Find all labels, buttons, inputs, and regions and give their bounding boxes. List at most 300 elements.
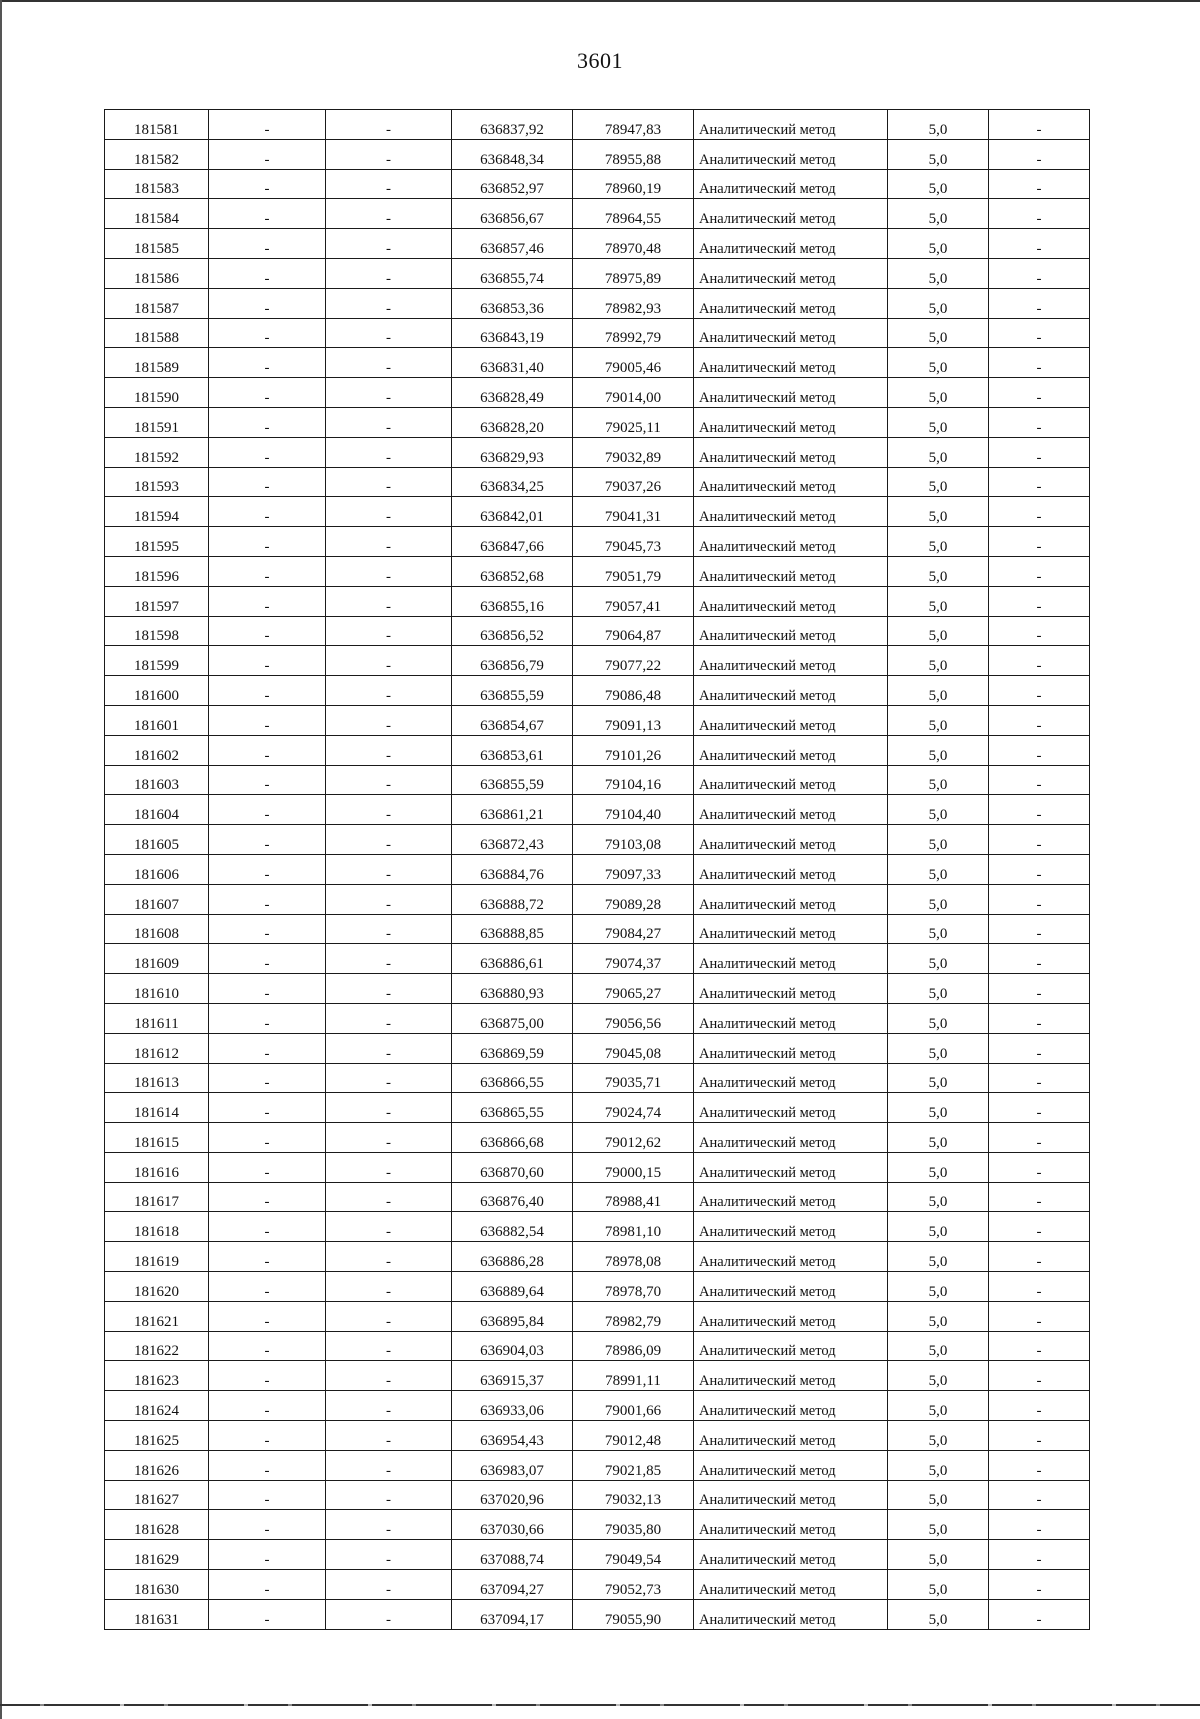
point-number-cell: 181614 bbox=[105, 1093, 209, 1123]
point-number-cell: 181610 bbox=[105, 974, 209, 1004]
empty-cell: - bbox=[326, 1391, 452, 1421]
y-coordinate-cell: 78955,88 bbox=[573, 139, 694, 169]
empty-cell: - bbox=[989, 1540, 1090, 1570]
empty-cell: - bbox=[989, 974, 1090, 1004]
empty-cell: - bbox=[326, 348, 452, 378]
empty-cell: - bbox=[209, 229, 326, 259]
table-row bbox=[105, 705, 1090, 735]
table-row bbox=[105, 1093, 1090, 1123]
y-coordinate-cell: 78982,79 bbox=[573, 1301, 694, 1331]
empty-cell: - bbox=[326, 467, 452, 497]
y-coordinate-cell: 78991,11 bbox=[573, 1361, 694, 1391]
point-number-cell: 181629 bbox=[105, 1540, 209, 1570]
empty-cell: - bbox=[989, 527, 1090, 557]
empty-cell: - bbox=[209, 1063, 326, 1093]
y-coordinate-cell: 79000,15 bbox=[573, 1152, 694, 1182]
empty-cell: - bbox=[989, 139, 1090, 169]
method-cell: Аналитический метод bbox=[694, 1391, 888, 1421]
empty-cell: - bbox=[209, 139, 326, 169]
method-cell: Аналитический метод bbox=[694, 497, 888, 527]
table-row bbox=[105, 1421, 1090, 1451]
x-coordinate-cell: 636888,85 bbox=[452, 914, 573, 944]
point-number-cell: 181607 bbox=[105, 884, 209, 914]
empty-cell: - bbox=[989, 497, 1090, 527]
x-coordinate-cell: 636866,55 bbox=[452, 1063, 573, 1093]
empty-cell: - bbox=[209, 1331, 326, 1361]
table-row bbox=[105, 1063, 1090, 1093]
table-row bbox=[105, 765, 1090, 795]
x-coordinate-cell: 636831,40 bbox=[452, 348, 573, 378]
x-coordinate-cell: 636954,43 bbox=[452, 1421, 573, 1451]
scan-edge-top bbox=[0, 0, 1200, 2]
accuracy-cell: 5,0 bbox=[888, 1510, 989, 1540]
x-coordinate-cell: 636861,21 bbox=[452, 795, 573, 825]
empty-cell: - bbox=[989, 1182, 1090, 1212]
table-row bbox=[105, 944, 1090, 974]
empty-cell: - bbox=[326, 1212, 452, 1242]
accuracy-cell: 5,0 bbox=[888, 437, 989, 467]
empty-cell: - bbox=[989, 1510, 1090, 1540]
accuracy-cell: 5,0 bbox=[888, 1570, 989, 1600]
x-coordinate-cell: 636852,68 bbox=[452, 556, 573, 586]
table-row bbox=[105, 1272, 1090, 1302]
y-coordinate-cell: 79089,28 bbox=[573, 884, 694, 914]
point-number-cell: 181625 bbox=[105, 1421, 209, 1451]
method-cell: Аналитический метод bbox=[694, 944, 888, 974]
method-cell: Аналитический метод bbox=[694, 854, 888, 884]
empty-cell: - bbox=[209, 825, 326, 855]
y-coordinate-cell: 79032,89 bbox=[573, 437, 694, 467]
accuracy-cell: 5,0 bbox=[888, 795, 989, 825]
empty-cell: - bbox=[326, 318, 452, 348]
method-cell: Аналитический метод bbox=[694, 825, 888, 855]
point-number-cell: 181582 bbox=[105, 139, 209, 169]
empty-cell: - bbox=[989, 884, 1090, 914]
accuracy-cell: 5,0 bbox=[888, 378, 989, 408]
y-coordinate-cell: 78978,08 bbox=[573, 1242, 694, 1272]
accuracy-cell: 5,0 bbox=[888, 527, 989, 557]
point-number-cell: 181584 bbox=[105, 199, 209, 229]
empty-cell: - bbox=[209, 735, 326, 765]
x-coordinate-cell: 636843,19 bbox=[452, 318, 573, 348]
empty-cell: - bbox=[989, 676, 1090, 706]
empty-cell: - bbox=[209, 1510, 326, 1540]
accuracy-cell: 5,0 bbox=[888, 735, 989, 765]
x-coordinate-cell: 636837,92 bbox=[452, 110, 573, 140]
method-cell: Аналитический метод bbox=[694, 616, 888, 646]
x-coordinate-cell: 637030,66 bbox=[452, 1510, 573, 1540]
point-number-cell: 181609 bbox=[105, 944, 209, 974]
empty-cell: - bbox=[209, 795, 326, 825]
empty-cell: - bbox=[209, 110, 326, 140]
y-coordinate-cell: 79012,62 bbox=[573, 1123, 694, 1153]
empty-cell: - bbox=[989, 646, 1090, 676]
table-row bbox=[105, 1003, 1090, 1033]
empty-cell: - bbox=[326, 735, 452, 765]
method-cell: Аналитический метод bbox=[694, 586, 888, 616]
empty-cell: - bbox=[326, 944, 452, 974]
point-number-cell: 181591 bbox=[105, 407, 209, 437]
method-cell: Аналитический метод bbox=[694, 407, 888, 437]
point-number-cell: 181594 bbox=[105, 497, 209, 527]
method-cell: Аналитический метод bbox=[694, 735, 888, 765]
point-number-cell: 181627 bbox=[105, 1480, 209, 1510]
empty-cell: - bbox=[209, 586, 326, 616]
method-cell: Аналитический метод bbox=[694, 1212, 888, 1242]
table-row bbox=[105, 1123, 1090, 1153]
y-coordinate-cell: 79077,22 bbox=[573, 646, 694, 676]
table-row bbox=[105, 1152, 1090, 1182]
empty-cell: - bbox=[989, 318, 1090, 348]
point-number-cell: 181599 bbox=[105, 646, 209, 676]
method-cell: Аналитический метод bbox=[694, 288, 888, 318]
empty-cell: - bbox=[326, 1242, 452, 1272]
point-number-cell: 181596 bbox=[105, 556, 209, 586]
point-number-cell: 181588 bbox=[105, 318, 209, 348]
y-coordinate-cell: 79101,26 bbox=[573, 735, 694, 765]
x-coordinate-cell: 636847,66 bbox=[452, 527, 573, 557]
empty-cell: - bbox=[326, 616, 452, 646]
y-coordinate-cell: 79055,90 bbox=[573, 1599, 694, 1629]
table-row bbox=[105, 1361, 1090, 1391]
empty-cell: - bbox=[326, 1003, 452, 1033]
table-row bbox=[105, 139, 1090, 169]
accuracy-cell: 5,0 bbox=[888, 407, 989, 437]
x-coordinate-cell: 636853,61 bbox=[452, 735, 573, 765]
scan-edge-bottom bbox=[0, 1704, 1200, 1706]
accuracy-cell: 5,0 bbox=[888, 1182, 989, 1212]
empty-cell: - bbox=[989, 110, 1090, 140]
accuracy-cell: 5,0 bbox=[888, 199, 989, 229]
empty-cell: - bbox=[326, 556, 452, 586]
table-row bbox=[105, 1301, 1090, 1331]
point-number-cell: 181618 bbox=[105, 1212, 209, 1242]
table-row bbox=[105, 556, 1090, 586]
x-coordinate-cell: 636855,16 bbox=[452, 586, 573, 616]
empty-cell: - bbox=[209, 646, 326, 676]
empty-cell: - bbox=[326, 974, 452, 1004]
accuracy-cell: 5,0 bbox=[888, 1599, 989, 1629]
table-row bbox=[105, 199, 1090, 229]
method-cell: Аналитический метод bbox=[694, 705, 888, 735]
empty-cell: - bbox=[326, 1093, 452, 1123]
point-number-cell: 181587 bbox=[105, 288, 209, 318]
accuracy-cell: 5,0 bbox=[888, 1123, 989, 1153]
empty-cell: - bbox=[326, 676, 452, 706]
point-number-cell: 181608 bbox=[105, 914, 209, 944]
method-cell: Аналитический метод bbox=[694, 1242, 888, 1272]
empty-cell: - bbox=[209, 407, 326, 437]
x-coordinate-cell: 637094,27 bbox=[452, 1570, 573, 1600]
empty-cell: - bbox=[989, 1242, 1090, 1272]
y-coordinate-cell: 78947,83 bbox=[573, 110, 694, 140]
accuracy-cell: 5,0 bbox=[888, 1152, 989, 1182]
accuracy-cell: 5,0 bbox=[888, 884, 989, 914]
empty-cell: - bbox=[209, 676, 326, 706]
point-number-cell: 181612 bbox=[105, 1033, 209, 1063]
y-coordinate-cell: 79097,33 bbox=[573, 854, 694, 884]
empty-cell: - bbox=[326, 1182, 452, 1212]
method-cell: Аналитический метод bbox=[694, 646, 888, 676]
empty-cell: - bbox=[989, 229, 1090, 259]
x-coordinate-cell: 637020,96 bbox=[452, 1480, 573, 1510]
method-cell: Аналитический метод bbox=[694, 1093, 888, 1123]
empty-cell: - bbox=[326, 1033, 452, 1063]
table-row bbox=[105, 854, 1090, 884]
method-cell: Аналитический метод bbox=[694, 1510, 888, 1540]
x-coordinate-cell: 636865,55 bbox=[452, 1093, 573, 1123]
empty-cell: - bbox=[209, 556, 326, 586]
point-number-cell: 181602 bbox=[105, 735, 209, 765]
empty-cell: - bbox=[989, 1391, 1090, 1421]
x-coordinate-cell: 636886,61 bbox=[452, 944, 573, 974]
method-cell: Аналитический метод bbox=[694, 527, 888, 557]
y-coordinate-cell: 78970,48 bbox=[573, 229, 694, 259]
method-cell: Аналитический метод bbox=[694, 1123, 888, 1153]
accuracy-cell: 5,0 bbox=[888, 586, 989, 616]
empty-cell: - bbox=[209, 1003, 326, 1033]
y-coordinate-cell: 79049,54 bbox=[573, 1540, 694, 1570]
accuracy-cell: 5,0 bbox=[888, 288, 989, 318]
point-number-cell: 181628 bbox=[105, 1510, 209, 1540]
empty-cell: - bbox=[989, 467, 1090, 497]
point-number-cell: 181605 bbox=[105, 825, 209, 855]
x-coordinate-cell: 636857,46 bbox=[452, 229, 573, 259]
accuracy-cell: 5,0 bbox=[888, 616, 989, 646]
table-row bbox=[105, 795, 1090, 825]
empty-cell: - bbox=[326, 1301, 452, 1331]
point-number-cell: 181622 bbox=[105, 1331, 209, 1361]
accuracy-cell: 5,0 bbox=[888, 974, 989, 1004]
y-coordinate-cell: 78986,09 bbox=[573, 1331, 694, 1361]
accuracy-cell: 5,0 bbox=[888, 1033, 989, 1063]
x-coordinate-cell: 636855,59 bbox=[452, 676, 573, 706]
empty-cell: - bbox=[989, 944, 1090, 974]
empty-cell: - bbox=[326, 169, 452, 199]
y-coordinate-cell: 79021,85 bbox=[573, 1450, 694, 1480]
y-coordinate-cell: 79065,27 bbox=[573, 974, 694, 1004]
table-row bbox=[105, 646, 1090, 676]
empty-cell: - bbox=[989, 1123, 1090, 1153]
accuracy-cell: 5,0 bbox=[888, 497, 989, 527]
method-cell: Аналитический метод bbox=[694, 1480, 888, 1510]
table-row bbox=[105, 1570, 1090, 1600]
point-number-cell: 181611 bbox=[105, 1003, 209, 1033]
table-row bbox=[105, 1450, 1090, 1480]
accuracy-cell: 5,0 bbox=[888, 914, 989, 944]
y-coordinate-cell: 79041,31 bbox=[573, 497, 694, 527]
table-row bbox=[105, 407, 1090, 437]
accuracy-cell: 5,0 bbox=[888, 1331, 989, 1361]
method-cell: Аналитический метод bbox=[694, 1182, 888, 1212]
empty-cell: - bbox=[326, 407, 452, 437]
empty-cell: - bbox=[326, 825, 452, 855]
empty-cell: - bbox=[326, 1599, 452, 1629]
table-row bbox=[105, 110, 1090, 140]
y-coordinate-cell: 79025,11 bbox=[573, 407, 694, 437]
empty-cell: - bbox=[989, 586, 1090, 616]
method-cell: Аналитический метод bbox=[694, 1301, 888, 1331]
empty-cell: - bbox=[326, 914, 452, 944]
y-coordinate-cell: 79032,13 bbox=[573, 1480, 694, 1510]
empty-cell: - bbox=[326, 1540, 452, 1570]
method-cell: Аналитический метод bbox=[694, 765, 888, 795]
empty-cell: - bbox=[326, 795, 452, 825]
empty-cell: - bbox=[989, 348, 1090, 378]
empty-cell: - bbox=[326, 378, 452, 408]
y-coordinate-cell: 79084,27 bbox=[573, 914, 694, 944]
accuracy-cell: 5,0 bbox=[888, 1361, 989, 1391]
point-number-cell: 181583 bbox=[105, 169, 209, 199]
x-coordinate-cell: 636915,37 bbox=[452, 1361, 573, 1391]
empty-cell: - bbox=[326, 1123, 452, 1153]
x-coordinate-cell: 636829,93 bbox=[452, 437, 573, 467]
x-coordinate-cell: 636856,52 bbox=[452, 616, 573, 646]
empty-cell: - bbox=[326, 527, 452, 557]
accuracy-cell: 5,0 bbox=[888, 258, 989, 288]
method-cell: Аналитический метод bbox=[694, 676, 888, 706]
empty-cell: - bbox=[209, 1182, 326, 1212]
x-coordinate-cell: 636933,06 bbox=[452, 1391, 573, 1421]
x-coordinate-cell: 636889,64 bbox=[452, 1272, 573, 1302]
point-number-cell: 181590 bbox=[105, 378, 209, 408]
method-cell: Аналитический метод bbox=[694, 556, 888, 586]
method-cell: Аналитический метод bbox=[694, 1003, 888, 1033]
x-coordinate-cell: 636866,68 bbox=[452, 1123, 573, 1153]
empty-cell: - bbox=[209, 1033, 326, 1063]
empty-cell: - bbox=[209, 1421, 326, 1451]
accuracy-cell: 5,0 bbox=[888, 1272, 989, 1302]
empty-cell: - bbox=[989, 437, 1090, 467]
empty-cell: - bbox=[326, 199, 452, 229]
table-row bbox=[105, 229, 1090, 259]
empty-cell: - bbox=[989, 1570, 1090, 1600]
accuracy-cell: 5,0 bbox=[888, 1301, 989, 1331]
table-row bbox=[105, 1391, 1090, 1421]
x-coordinate-cell: 636904,03 bbox=[452, 1331, 573, 1361]
y-coordinate-cell: 78981,10 bbox=[573, 1212, 694, 1242]
method-cell: Аналитический метод bbox=[694, 1570, 888, 1600]
x-coordinate-cell: 636856,79 bbox=[452, 646, 573, 676]
accuracy-cell: 5,0 bbox=[888, 318, 989, 348]
empty-cell: - bbox=[326, 1152, 452, 1182]
empty-cell: - bbox=[989, 825, 1090, 855]
empty-cell: - bbox=[209, 1272, 326, 1302]
empty-cell: - bbox=[989, 1212, 1090, 1242]
y-coordinate-cell: 78992,79 bbox=[573, 318, 694, 348]
x-coordinate-cell: 636870,60 bbox=[452, 1152, 573, 1182]
x-coordinate-cell: 636872,43 bbox=[452, 825, 573, 855]
table-row bbox=[105, 676, 1090, 706]
point-number-cell: 181600 bbox=[105, 676, 209, 706]
y-coordinate-cell: 79104,16 bbox=[573, 765, 694, 795]
empty-cell: - bbox=[989, 1093, 1090, 1123]
x-coordinate-cell: 636983,07 bbox=[452, 1450, 573, 1480]
method-cell: Аналитический метод bbox=[694, 884, 888, 914]
method-cell: Аналитический метод bbox=[694, 467, 888, 497]
empty-cell: - bbox=[326, 497, 452, 527]
accuracy-cell: 5,0 bbox=[888, 765, 989, 795]
point-number-cell: 181601 bbox=[105, 705, 209, 735]
empty-cell: - bbox=[326, 854, 452, 884]
empty-cell: - bbox=[209, 1570, 326, 1600]
empty-cell: - bbox=[989, 169, 1090, 199]
table-row bbox=[105, 467, 1090, 497]
point-number-cell: 181621 bbox=[105, 1301, 209, 1331]
x-coordinate-cell: 636828,49 bbox=[452, 378, 573, 408]
empty-cell: - bbox=[989, 795, 1090, 825]
accuracy-cell: 5,0 bbox=[888, 467, 989, 497]
point-number-cell: 181606 bbox=[105, 854, 209, 884]
table-row bbox=[105, 497, 1090, 527]
table-row bbox=[105, 1212, 1090, 1242]
accuracy-cell: 5,0 bbox=[888, 169, 989, 199]
x-coordinate-cell: 636884,76 bbox=[452, 854, 573, 884]
empty-cell: - bbox=[326, 765, 452, 795]
accuracy-cell: 5,0 bbox=[888, 139, 989, 169]
method-cell: Аналитический метод bbox=[694, 1599, 888, 1629]
y-coordinate-cell: 79037,26 bbox=[573, 467, 694, 497]
empty-cell: - bbox=[209, 616, 326, 646]
y-coordinate-cell: 78978,70 bbox=[573, 1272, 694, 1302]
y-coordinate-cell: 78964,55 bbox=[573, 199, 694, 229]
y-coordinate-cell: 79014,00 bbox=[573, 378, 694, 408]
point-number-cell: 181624 bbox=[105, 1391, 209, 1421]
table-row bbox=[105, 884, 1090, 914]
empty-cell: - bbox=[209, 437, 326, 467]
point-number-cell: 181593 bbox=[105, 467, 209, 497]
point-number-cell: 181623 bbox=[105, 1361, 209, 1391]
accuracy-cell: 5,0 bbox=[888, 1391, 989, 1421]
empty-cell: - bbox=[209, 258, 326, 288]
empty-cell: - bbox=[326, 229, 452, 259]
x-coordinate-cell: 636852,97 bbox=[452, 169, 573, 199]
empty-cell: - bbox=[989, 1331, 1090, 1361]
empty-cell: - bbox=[209, 318, 326, 348]
table-row bbox=[105, 1510, 1090, 1540]
point-number-cell: 181626 bbox=[105, 1450, 209, 1480]
accuracy-cell: 5,0 bbox=[888, 229, 989, 259]
accuracy-cell: 5,0 bbox=[888, 348, 989, 378]
empty-cell: - bbox=[989, 914, 1090, 944]
empty-cell: - bbox=[209, 1599, 326, 1629]
x-coordinate-cell: 636848,34 bbox=[452, 139, 573, 169]
empty-cell: - bbox=[326, 884, 452, 914]
empty-cell: - bbox=[326, 1450, 452, 1480]
y-coordinate-cell: 79074,37 bbox=[573, 944, 694, 974]
y-coordinate-cell: 79035,80 bbox=[573, 1510, 694, 1540]
x-coordinate-cell: 636876,40 bbox=[452, 1182, 573, 1212]
x-coordinate-cell: 636856,67 bbox=[452, 199, 573, 229]
point-number-cell: 181604 bbox=[105, 795, 209, 825]
point-number-cell: 181630 bbox=[105, 1570, 209, 1600]
method-cell: Аналитический метод bbox=[694, 1450, 888, 1480]
empty-cell: - bbox=[989, 1599, 1090, 1629]
table-row bbox=[105, 318, 1090, 348]
table-row bbox=[105, 169, 1090, 199]
empty-cell: - bbox=[209, 378, 326, 408]
page-number: 3601 bbox=[577, 48, 623, 73]
empty-cell: - bbox=[989, 258, 1090, 288]
point-number-cell: 181619 bbox=[105, 1242, 209, 1272]
empty-cell: - bbox=[989, 1063, 1090, 1093]
empty-cell: - bbox=[209, 169, 326, 199]
accuracy-cell: 5,0 bbox=[888, 1450, 989, 1480]
method-cell: Аналитический метод bbox=[694, 795, 888, 825]
empty-cell: - bbox=[326, 705, 452, 735]
accuracy-cell: 5,0 bbox=[888, 1093, 989, 1123]
empty-cell: - bbox=[989, 1003, 1090, 1033]
